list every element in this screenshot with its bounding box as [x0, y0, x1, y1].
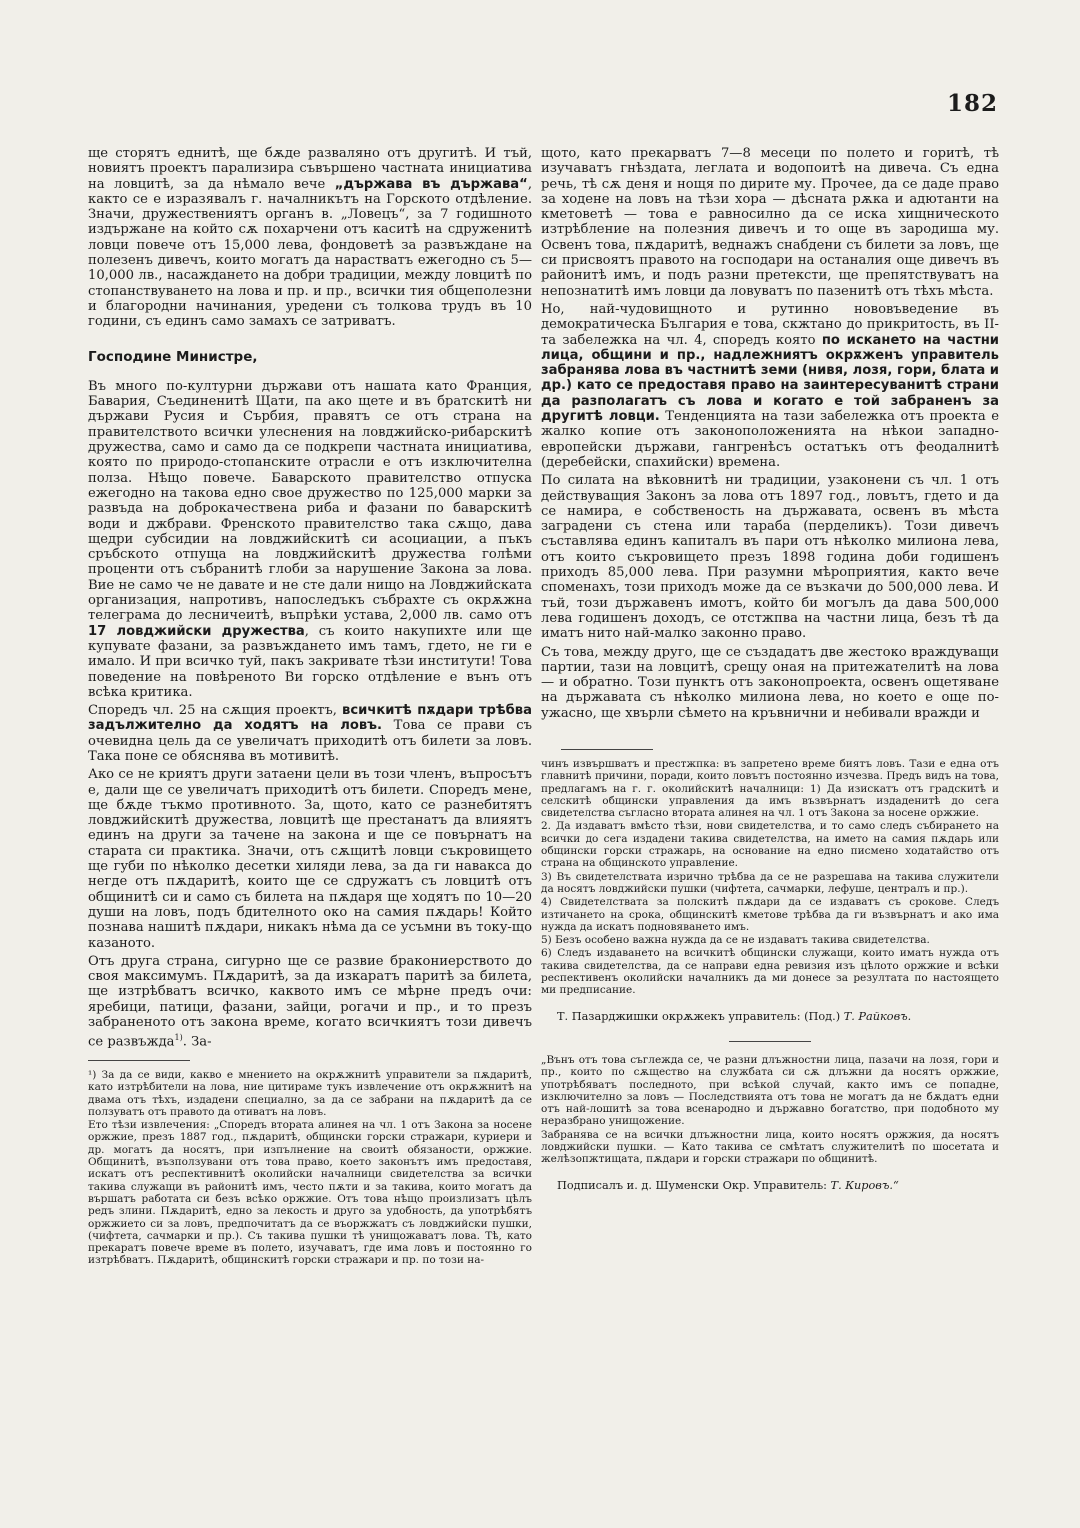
signature-line	[557, 1011, 999, 1023]
footnote: 6) Следъ издаването на всичкитѣ общински служащи, които иматъ нужда отъ такива свидетелства, да се направи една ревизия изъ цѣлото оржжие и всѣки респективенъ околийски началникъ да ми донесе за резултата по настоящето ми предписание.	[541, 947, 999, 997]
signature-name: Т. Райковъ.	[843, 1009, 912, 1023]
text: , съ които накупихте или ще купувате фазани, за развъждането имъ тамъ, гдето, не ги е имало. И при всичко туй, пакъ закривате тѣзи институти! Това поведение на повѣреното Ви горско отдѣление е вънъ отъ всѣка критика.	[88, 623, 533, 700]
text: Отъ друга страна, сигурно ще се развие бракониерството до своя максимумъ. Пѫдаритѣ, за да изкаратъ паритѣ за билета, ще изтрѣбватъ всичко, каквото имъ се мѣрне предъ очи: яребици, патици, фазани, зайци, рогачи и пр., и то презъ забраненото отъ закона време, когато всичкиятъ този дивечъ се развъжда	[88, 953, 532, 1050]
bold-text: 17 ловджийски дружества	[88, 623, 305, 639]
footnote: чинъ извършватъ и престжпка: въ запретено време биятъ ловъ. Тази е една отъ главнитѣ причини, поради, които ловътъ постоянно изчезва. Предъ видъ на това, предлагамъ на г. г. околийскитѣ началници: 1) Да изискатъ отъ градскитѣ и селскитѣ общински управления да имъ възвърнатъ издаденитѣ до сега свидетелства съгласно втората алинея на чл. 1 отъ Закона за носене оржжие.	[541, 757, 999, 820]
footnote-divider	[88, 1060, 190, 1061]
text: ще сторятъ еднитѣ, ще бѫде разваляно отъ другитѣ. И тъй, новиятъ проектъ парализира съвършено частната инициатива на ловцитѣ, за да нѣмало вече	[88, 146, 532, 192]
bold-text: „държава въ държава“	[334, 176, 528, 192]
page-number: 182	[946, 90, 998, 117]
footnote: ¹) За да се види, какво е мнението на окрѫжнитѣ управители за пѫдаритѣ, като изтрѣбители на лова, ние цитираме тукъ извлечение отъ окрѫжнитѣ на двама отъ тѣхъ, издадени специално, за да се забрани на пѫдаритѣ да се ползуватъ отъ правото да отиватъ на ловъ.	[88, 1069, 532, 1118]
paragraph	[541, 302, 999, 470]
signature-name: Т. Кировъ.“	[830, 1178, 899, 1192]
paragraph	[88, 379, 532, 700]
footnote-divider	[561, 749, 653, 750]
footnote: „Вънъ отъ това съглежда се, че разни длъжностни лица, пазачи на лозя, гори и пр., които по сѫщество на службата си сѫ длъжни да носятъ оржжие, употрѣбяватъ последното, при всѣкой случай, както имъ се попадне, изключително за ловъ — Последствията отъ това не могатъ да не бѫдатъ едни отъ най-лошитѣ за това всенародно и държавно богатство, при подобното му неразбрано унищожение.	[541, 1053, 999, 1128]
footnotes-left	[88, 1069, 532, 1267]
text: Но, най-чудовищното и рутинно нововъведение въ демократическа България е това, скжтано до прикритость, въ II-та забележка на чл. 4, споредъ която	[541, 301, 999, 348]
footnote: Ето тѣзи извлечения: „Споредъ втората алинея на чл. 1 отъ Закона за носене оржжие, презъ 1887 год., пѫдаритѣ, общински горски стражари, куриери и др. могатъ да носятъ, при изпълнение на своитѣ обязаности, оржжие. Общинитѣ, възползувани отъ това право, което законътъ имъ предоставя, искатъ отъ респективнитѣ околийски началници свидетелства за всички такива служащи въ районитѣ имъ, често пѫти и за такива, които могатъ да вършатъ работата си безъ всѣко оржжие. Отъ това нѣщо произлизатъ цѣлъ редъ злини. Пѫдаритѣ, едно за лекость и друго за удобность, да употрѣбятъ оржжието си за ловъ, предпочитатъ да се въоржжатъ съ ловджийски пушки, (чифтета, сачмарки и пр.). Съ такива пушки тѣ унищожаватъ лова. Тѣ, като прекаратъ повече време въ полето, изучаватъ, где има ловъ и постоянно го изтрѣбватъ. Пѫдаритѣ, общинскитѣ горски стражари и пр. по този на-	[88, 1119, 532, 1267]
text: Тенденцията на тази забележка отъ проекта е жалко копие отъ законоположенията на нѣкои западно-европейски държави, гангренѣсъ остатъкъ отъ феодалнитѣ (деребейски, спахийски) времена.	[541, 409, 999, 470]
paragraph: Съ това, между друго, ще се създадатъ две жестоко враждуващи партии, тази на ловцитѣ, срещу оная на притежателитѣ на лова — и обратно. Този пунктъ отъ законопроекта, освенъ ощетяване на държавата съ нѣколко милиона лева, но което е още по-ужасно, ще хвърли сѣмето на кръвнични и небивали вражди и	[541, 644, 999, 721]
paragraph	[88, 146, 532, 330]
signature-text: Подписалъ и. д. Шуменски Окр. Управитель:	[557, 1178, 827, 1192]
signature-text: Т. Пазарджишки окрѫжекъ управитель: (Под.)	[557, 1009, 841, 1023]
footnote: 4) Свидетелствата за полскитѣ пѫдари да се издаватъ съ срокове. Следъ изтичането на срока, общинскитѣ кметове трѣбва да ги възвърнатъ и ако има нужда да искатъ подновяването имъ.	[541, 896, 999, 933]
footnotes-right	[541, 758, 999, 1192]
divider	[729, 1041, 811, 1042]
paragraph: щото, като прекарватъ 7—8 месеци по полето и горитѣ, тѣ изучаватъ гнѣздата, леглата и водопоитѣ на дивеча. Съ една речь, тѣ сѫ деня и нощя по дирите му. Прочее, да се даде право за ходене на ловъ на тѣзи хора — дѣсната рѫка и адютанти на кметоветѣ — това е равносилно да се иска хищническото изтрѣбление на полезния дивечъ и то още въ зародиша му. Освенъ това, пѫдаритѣ, веднажъ снабдени съ билети за ловъ, ще си присвоятъ правото на господари на останалия още дивечъ въ районитѣ имъ, и подъ разни претексти, ще препятствуватъ на непознатитѣ имъ ловци да ловуватъ по пазенитѣ отъ тѣхъ мѣста.	[541, 146, 999, 299]
footnote: 5) Безъ особено важна нужда да се не издаватъ такива свидетелства.	[541, 934, 930, 947]
paragraph	[88, 703, 532, 764]
footnote: Забранява се на всички длъжностни лица, които носятъ оржжия, да носятъ ловджийски пушки. — Като такива се смѣтатъ служителитѣ по шосетата и желѣзопжтищата, пѫдари и горски стражари по общинитѣ.	[541, 1128, 999, 1166]
text: Въ много по-културни държави отъ нашата като Франция, Бавария, Съединенитѣ Щати, па ако щете и въ братскитѣ ни държави Русия и Сърбия, правятъ се отъ страна на правителството всички улеснения на ловджийско-рибарскитѣ дружества, само и само да се подкрепи частната инициатива, която по природо-стопанските отрасли е отъ изключителна полза. Нѣщо повече. Баварското правителство отпуска ежегодно на такова едно свое дружество по 125,000 марки за развъда на доброкачествена риба и фазани по баварскитѣ води и джбрави. Френското правителство така сѫщо, дава щедри субсидии на ловджийскитѣ си асоциации, а пъкъ сръбското отпуща на ловджийскитѣ дружества голѣми проценти отъ събранитѣ глоби за нарушение Закона за лова. Вие не само че не давате и не сте дали нищо на Ловджийската организация, напротивъ, напоследъкъ събрахте съ окрѫжна телеграма до лесничеитѣ, въпрѣки устава, 2,000 лв. само отъ	[88, 378, 532, 624]
text: , както се е изразявалъ г. началникътъ на Горското отдѣление. Значи, дружествениятъ органъ в. „Ловецъ“, за 7 годишното издържане на който сѫ похарчени отъ каситѣ на сдруженитѣ ловци повече отъ 15,000 лева, фондоветѣ за развъждане на полезенъ дивечъ, които могатъ да нарастватъ ежегодно съ 5—10,000 лв., насаждането на добри традиции, между ловцитѣ по стопанствуването на лова и пр. и пр., всички тия общеполезни и благородни начинания, уредени съ толкова трудъ въ 10 години, съ единъ само замахъ се затриватъ.	[88, 176, 532, 330]
footnote: 2. Да издаватъ вмѣсто тѣзи, нови свидетелства, и то само следъ събирането на всички до сега издадени такива свидетелства, на името на самия пѫдарь или общински горски стражарь, на основание на едно писмено ходатайство отъ страна на общинското управление.	[541, 820, 999, 870]
footnote-ref: 1)	[174, 1033, 183, 1043]
section-heading: Господине Министре,	[88, 348, 258, 365]
text: Споредъ чл. 25 на сѫщия проектъ,	[88, 703, 337, 719]
left-column	[88, 146, 532, 1268]
paragraph: По силата на вѣковнитѣ ни традиции, узаконени съ чл. 1 отъ действуващия Законъ за лова отъ 1897 год., ловътъ, гдето и да се намира, е собственость на държавата, освенъ въ мѣста заградени съ стена или тараба (перделикъ). Този дивечъ съставлява единъ капиталъ въ пари отъ нѣколко милиона лева, отъ които съкровището презъ 1898 година доби годишенъ приходъ 85,000 лева. При разумни мѣроприятия, както вече споменахъ, този приходъ може да се възкачи до 500,000 лева. И тъй, този държавенъ имотъ, който би могълъ да дава 500,000 лева годишенъ доходъ, се отстжпва на частни лица, безъ тѣ да иматъ нито най-малко законно право.	[541, 473, 999, 642]
text: Това се прави съ очевидна цель да се увеличатъ приходитѣ отъ билети за ловъ. Така поне се обяснява въ мотивитѣ.	[88, 718, 532, 764]
bold-text: по искането на частни лица, общини и пр., надлежниятъ окрѫженъ управитель забранява лова въ частнитѣ земи (нивя, лозя, гори, блата и др.) като се предоставя право на заинтересуванитѣ страни да разполагатъ съ лова и когато е той забраненъ за другитѣ ловци.	[541, 332, 999, 425]
signature-line	[557, 1180, 999, 1192]
paragraph: Ако се не криятъ други затаени цели въ този членъ, въпросътъ е, дали ще се увеличатъ приходитѣ отъ билети. Споредъ мене, ще бѫде тъкмо противното. За, щото, като се разнебитятъ ловджийскитѣ дружества, ловцитѣ ще престанатъ да влияятъ единъ на други за тачене на закона и ще се повърнатъ на старата си практика. Значи, отъ сѫщитѣ ловци съкровището ще губи по нѣколко десетки хиляди лева, за да ги навакса до негде отъ пѫдаритѣ, които ще се сдружатъ съ ловцитѣ отъ общинитѣ си и само съ билета на пѫдаря ще ходятъ по 10—20 души на ловъ, подъ бдителното око на самия пѫдарь! Който познава нашитѣ пѫдари, никакъ нѣма да се усъмни въ току-що казаното.	[88, 767, 532, 951]
paragraph	[88, 954, 532, 1050]
text: . За-	[182, 1034, 212, 1050]
bold-text: всичкитѣ пѫдари трѣбва задължително да ходятъ на ловъ.	[88, 703, 532, 734]
footnote: 3) Въ свидетелствата изрично трѣбва да се не разрешава на такива служители да носятъ ловджийски пушки (чифтета, сачмарки, лефуше, централъ и пр.).	[541, 870, 999, 895]
right-column	[541, 146, 999, 1192]
